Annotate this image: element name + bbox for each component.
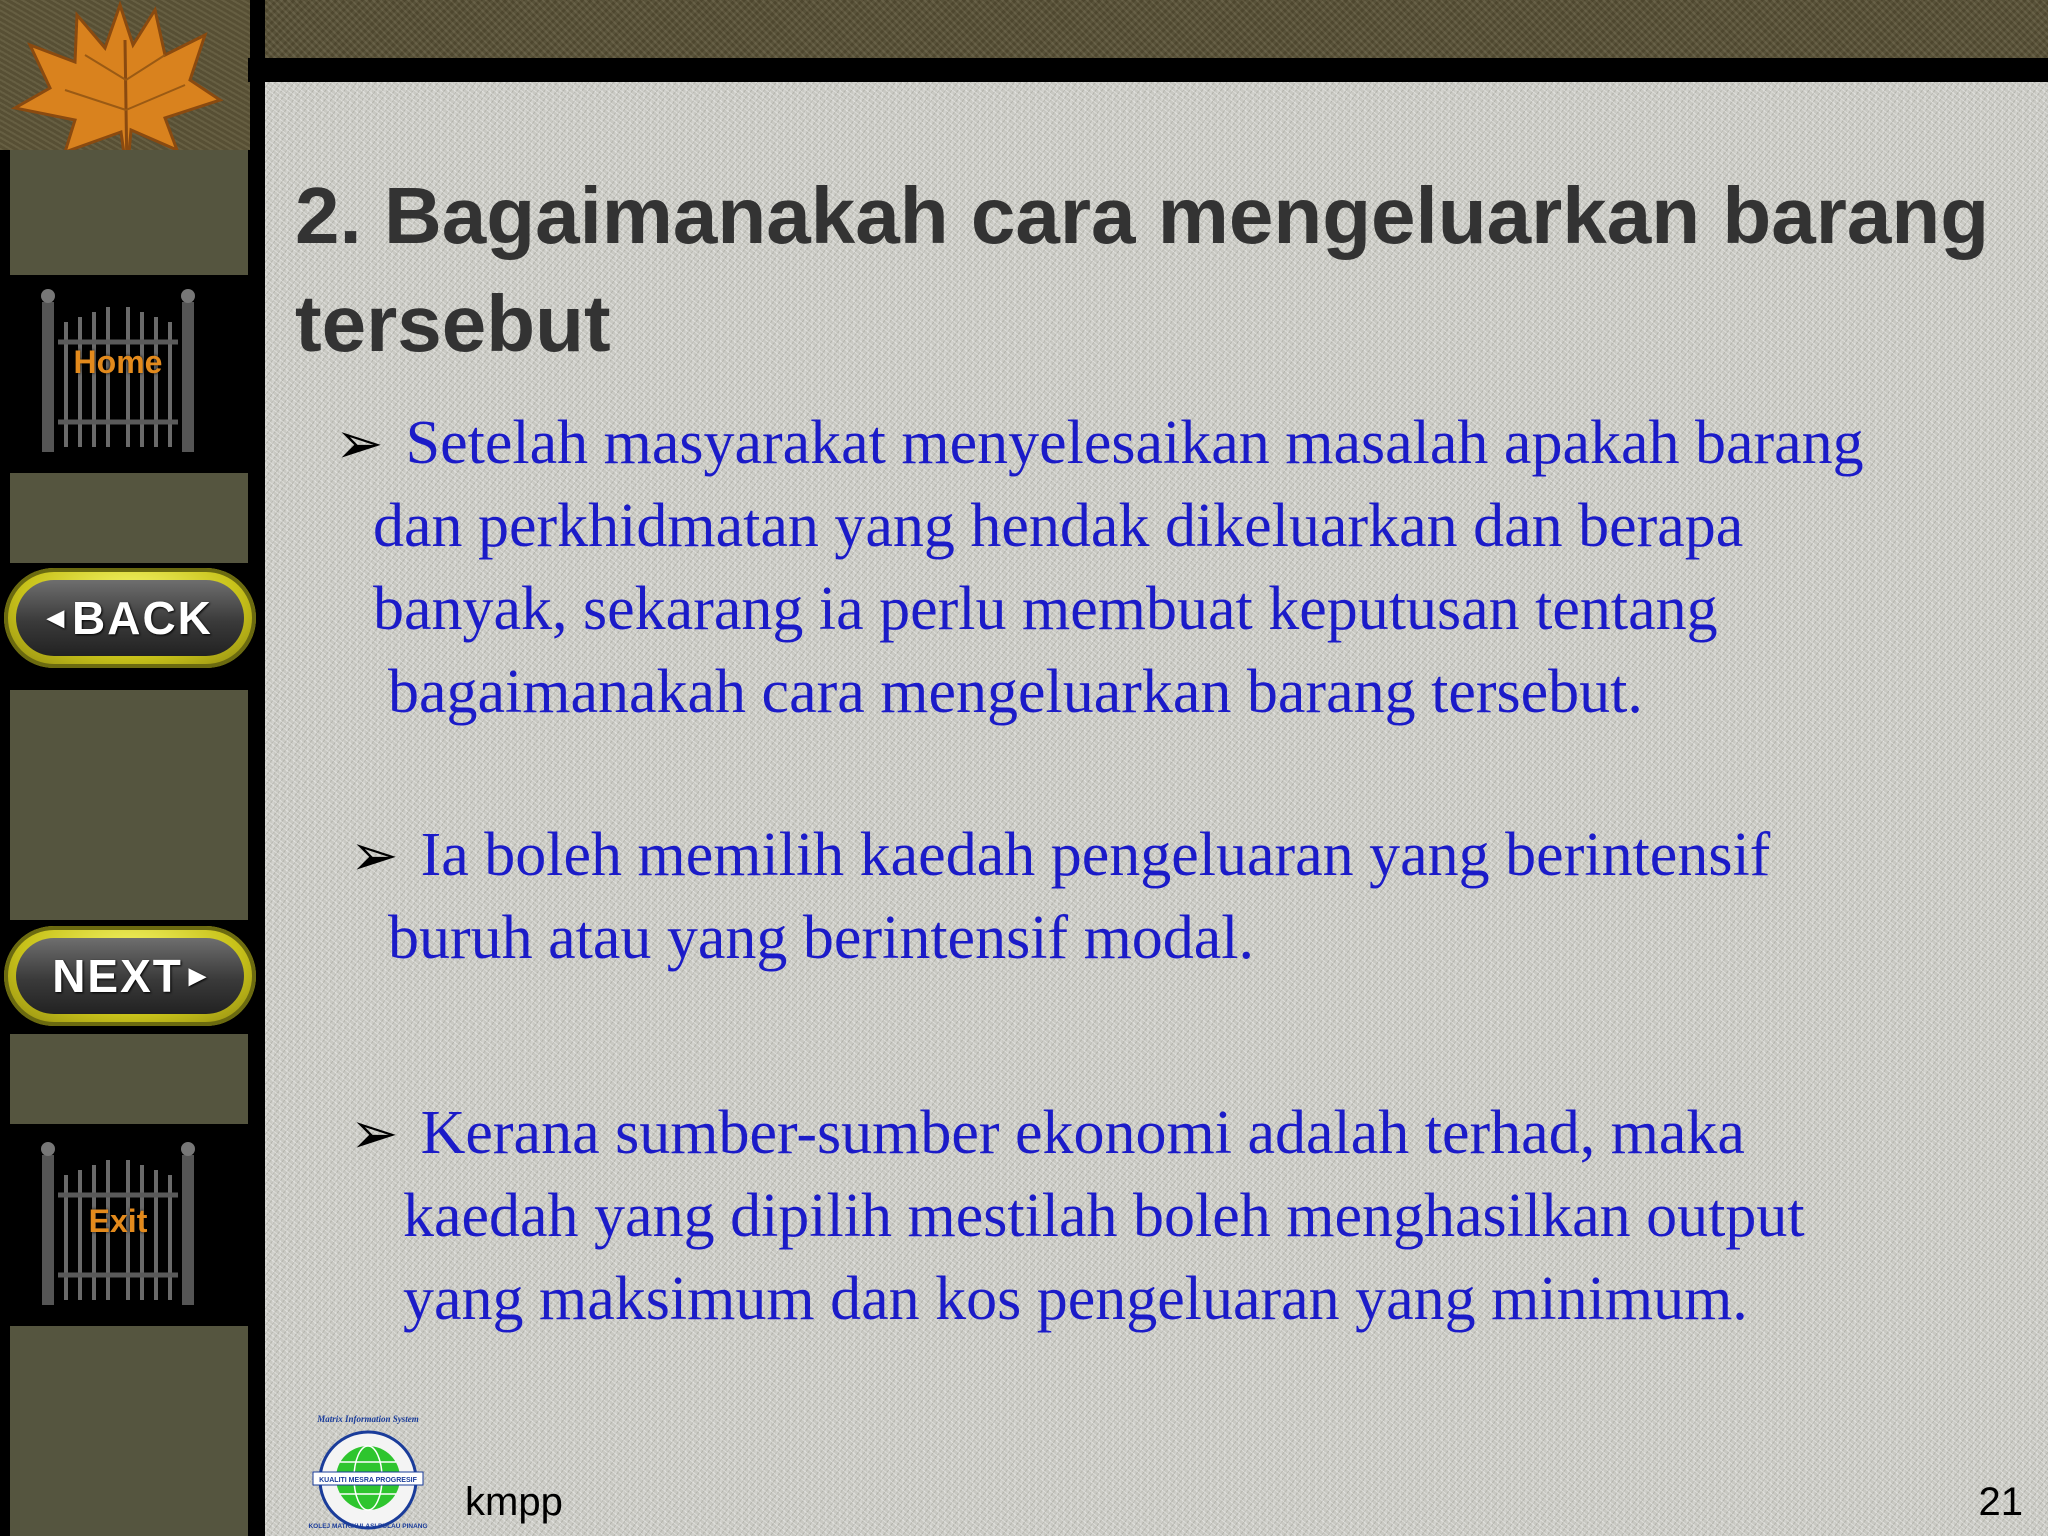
home-button[interactable] <box>38 282 198 457</box>
exit-button[interactable] <box>38 1135 198 1310</box>
arrow-bullet-icon: ➢ <box>350 1101 399 1166</box>
slide-content <box>265 82 2048 1536</box>
arrow-bullet-icon: ➢ <box>335 411 384 476</box>
back-button-label: BACK <box>72 592 213 644</box>
svg-text:Matrix Information System: Matrix Information System <box>317 1414 419 1424</box>
triangle-left-icon: ◀ <box>47 605 67 630</box>
triangle-right-icon: ▶ <box>188 963 208 988</box>
footer-text: kmpp <box>465 1480 563 1524</box>
sidebar-panel <box>10 473 248 563</box>
sidebar-panel <box>10 690 248 920</box>
sidebar-panel <box>10 150 248 275</box>
sidebar-panel <box>10 1034 248 1124</box>
next-button[interactable] <box>4 926 256 1026</box>
top-texture-band <box>0 0 2048 60</box>
back-button[interactable] <box>4 568 256 668</box>
svg-text:KUALITI MESRA PROGRESIF: KUALITI MESRA PROGRESIF <box>319 1477 417 1484</box>
slide-title: 2. Bagaimanakah cara mengeluarkan barang tersebut <box>295 171 1990 368</box>
arrow-bullet-icon: ➢ <box>350 823 399 888</box>
slide-frame-top <box>248 58 2048 82</box>
bullet-item: ➢ Kerana sumber-sumber ekonomi adalah terhad, maka kaedah yang dipilih mestilah boleh menghasilkan output yang maksimum dan kos pengeluaran yang minimum. <box>350 1099 1805 1333</box>
sidebar-panel <box>10 1326 248 1536</box>
bullet-item: ➢ Ia boleh memilih kaedah pengeluaran yang berintensif buruh atau yang berintensif modal. <box>350 821 1771 972</box>
svg-text:KOLEJ MATRIKULASI PULAU PINANG: KOLEJ MATRIKULASI PULAU PINANG <box>308 1523 428 1530</box>
bullet-item: ➢ Setelah masyarakat menyelesaikan masalah apakah barang dan perkhidmatan yang hendak dikeluarkan dan berapa banyak, sekarang ia perlu membuat keputusan tentang bagaimanakah cara mengeluarkan barang tersebut. <box>335 409 1864 726</box>
next-button-label: NEXT <box>52 950 183 1002</box>
home-button-label: Home <box>73 344 163 380</box>
page-number: 21 <box>1978 1480 2023 1524</box>
exit-button-label: Exit <box>88 1203 148 1239</box>
college-logo <box>303 1412 433 1536</box>
navigation-sidebar <box>0 0 265 1536</box>
